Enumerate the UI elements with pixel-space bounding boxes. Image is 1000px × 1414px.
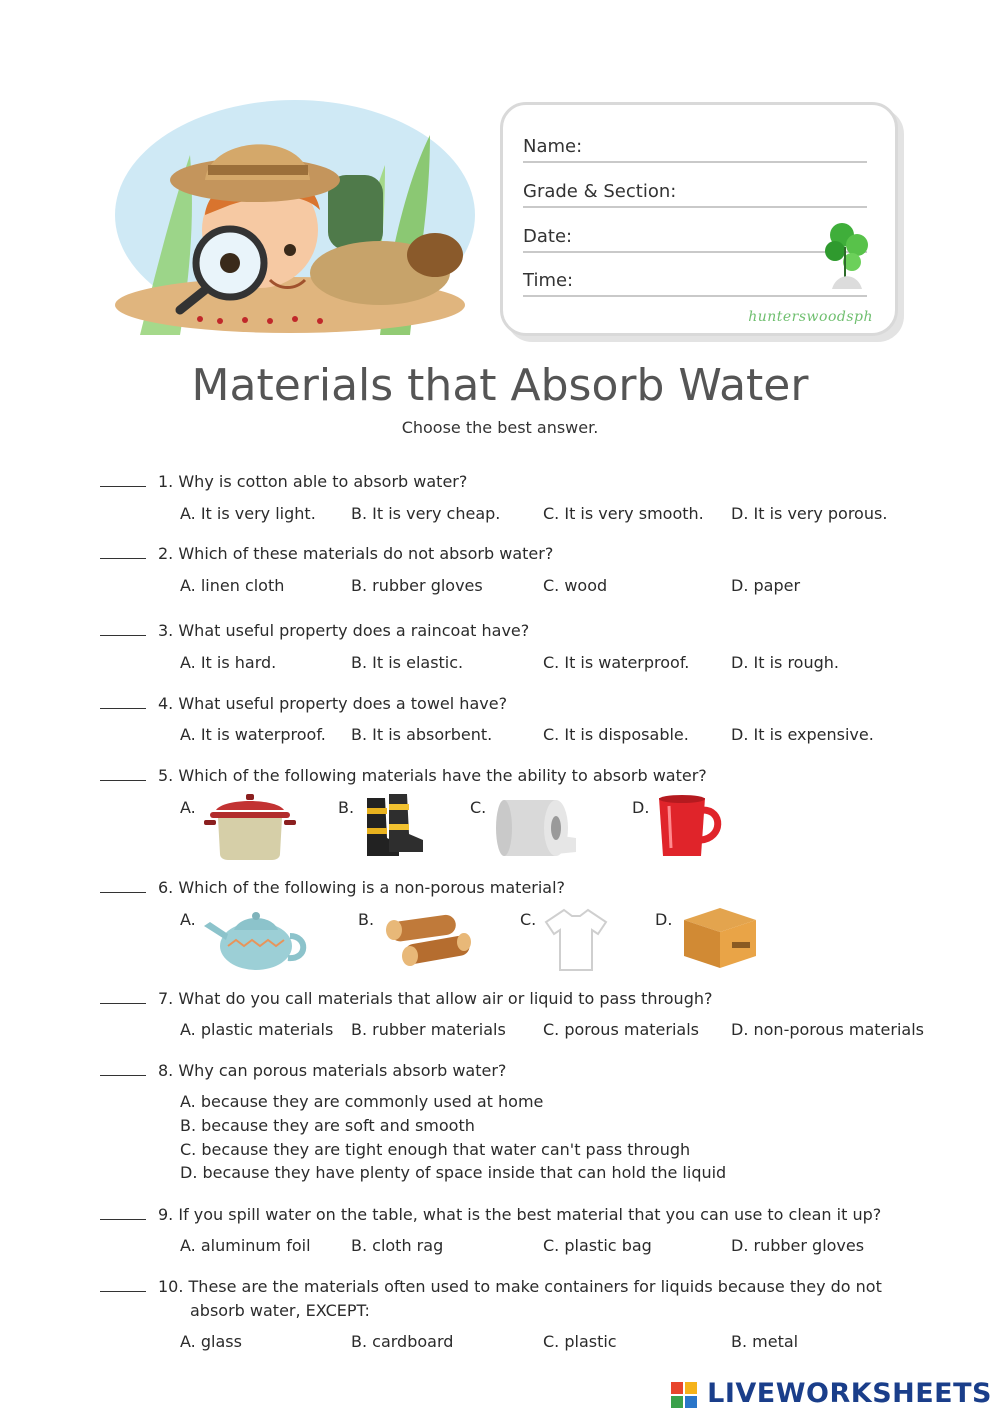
option-c[interactable]: C. because they are tight enough that water can't pass through [180,1140,691,1159]
option-d-label: D. [655,910,673,929]
option-b-label: B. [358,910,375,929]
answer-blank[interactable] [100,780,146,781]
option-d[interactable]: D. It is rough. [731,653,839,672]
option-b[interactable]: B. cloth rag [351,1236,444,1255]
wooden-logs-icon[interactable] [384,908,472,970]
boy-magnifying-glass-illustration [110,95,480,345]
page-title: Materials that Absorb Water [191,360,809,411]
option-c[interactable]: C. plastic bag [543,1236,652,1255]
option-c[interactable]: C. wood [543,576,608,595]
option-a-label: A. [180,798,196,817]
option-d[interactable]: D. non-porous materials [731,1020,924,1039]
option-c[interactable]: C. plastic [543,1332,617,1351]
name-label: Name: [523,136,583,157]
question-text: 10. These are the materials often used to make containers for liquids because they do not [158,1277,882,1296]
answer-blank[interactable] [100,486,146,487]
option-b[interactable]: B. cardboard [351,1332,454,1351]
option-d[interactable]: D. It is expensive. [731,725,874,744]
red-mug-icon[interactable] [655,794,723,860]
grade-label: Grade & Section: [523,181,677,202]
date-label: Date: [523,226,573,247]
rubber-boots-icon[interactable] [363,794,425,860]
date-field[interactable] [523,223,867,253]
option-b[interactable]: B. It is very cheap. [351,504,501,523]
question-5 [100,764,960,864]
tissue-roll-icon[interactable] [496,796,578,858]
answer-blank[interactable] [100,708,146,709]
option-a[interactable]: A. glass [180,1332,242,1351]
question-text: 2. Which of these materials do not absorb water? [158,544,554,563]
option-d-label: D. [632,798,650,817]
option-c[interactable]: C. It is very smooth. [543,504,704,523]
question-text: 4. What useful property does a towel have? [158,694,508,713]
question-text-continued: absorb water, EXCEPT: [190,1301,370,1320]
question-text: 3. What useful property does a raincoat have? [158,621,530,640]
option-d[interactable]: B. metal [731,1332,799,1351]
option-b[interactable]: B. because they are soft and smooth [180,1116,475,1135]
option-a[interactable]: A. aluminum foil [180,1236,311,1255]
question-8 [100,1059,960,1189]
time-label: Time: [523,270,574,291]
liveworksheets-logo [671,1378,992,1408]
grade-section-field[interactable] [523,178,867,208]
option-c[interactable]: C. porous materials [543,1020,699,1039]
option-d[interactable]: D. paper [731,576,801,595]
answer-blank[interactable] [100,558,146,559]
plant-icon [817,217,877,297]
question-text: 9. If you spill water on the table, what is the best material that you can use to clean it up? [158,1205,882,1224]
question-10 [100,1275,960,1355]
answer-blank[interactable] [100,1219,146,1220]
cardboard-box-icon[interactable] [680,906,758,970]
question-text: 8. Why can porous materials absorb water? [158,1061,507,1080]
instructions: Choose the best answer. [401,418,599,437]
question-text: 5. Which of the following materials have the ability to absorb water? [158,766,707,785]
option-d[interactable]: D. It is very porous. [731,504,888,523]
brand-signature: hunterswoodsph [748,309,873,325]
ceramic-teapot-icon[interactable] [204,908,308,972]
option-d[interactable]: D. rubber gloves [731,1236,865,1255]
option-b[interactable]: B. rubber gloves [351,576,483,595]
option-a[interactable]: A. It is waterproof. [180,725,326,744]
answer-blank[interactable] [100,635,146,636]
name-field[interactable] [523,133,867,163]
option-b[interactable]: B. It is absorbent. [351,725,493,744]
question-6 [100,876,960,976]
option-c-label: C. [520,910,537,929]
option-c[interactable]: C. It is disposable. [543,725,689,744]
option-c-label: C. [470,798,487,817]
answer-blank[interactable] [100,892,146,893]
option-a[interactable]: A. linen cloth [180,576,285,595]
question-text: 1. Why is cotton able to absorb water? [158,472,468,491]
white-tshirt-icon[interactable] [544,906,608,972]
option-b[interactable]: B. It is elastic. [351,653,464,672]
liveworksheets-logo-icon [671,1382,697,1408]
option-a[interactable]: A. It is very light. [180,504,316,523]
cooking-pot-icon[interactable] [204,794,296,860]
question-text: 7. What do you call materials that allow air or liquid to pass through? [158,989,713,1008]
question-text: 6. Which of the following is a non-porous material? [158,878,566,897]
option-a[interactable]: A. because they are commonly used at home [180,1092,544,1111]
option-a[interactable]: A. plastic materials [180,1020,334,1039]
student-info-card [500,102,898,336]
option-b[interactable]: B. rubber materials [351,1020,506,1039]
option-a[interactable]: A. It is hard. [180,653,277,672]
option-d[interactable]: D. because they have plenty of space inside that can hold the liquid [180,1163,727,1182]
answer-blank[interactable] [100,1291,146,1292]
answer-blank[interactable] [100,1075,146,1076]
option-c[interactable]: C. It is waterproof. [543,653,690,672]
option-b-label: B. [338,798,355,817]
option-a-label: A. [180,910,196,929]
answer-blank[interactable] [100,1003,146,1004]
time-field[interactable] [523,267,867,297]
footer-brand-text: LIVEWORKSHEETS [707,1378,992,1409]
